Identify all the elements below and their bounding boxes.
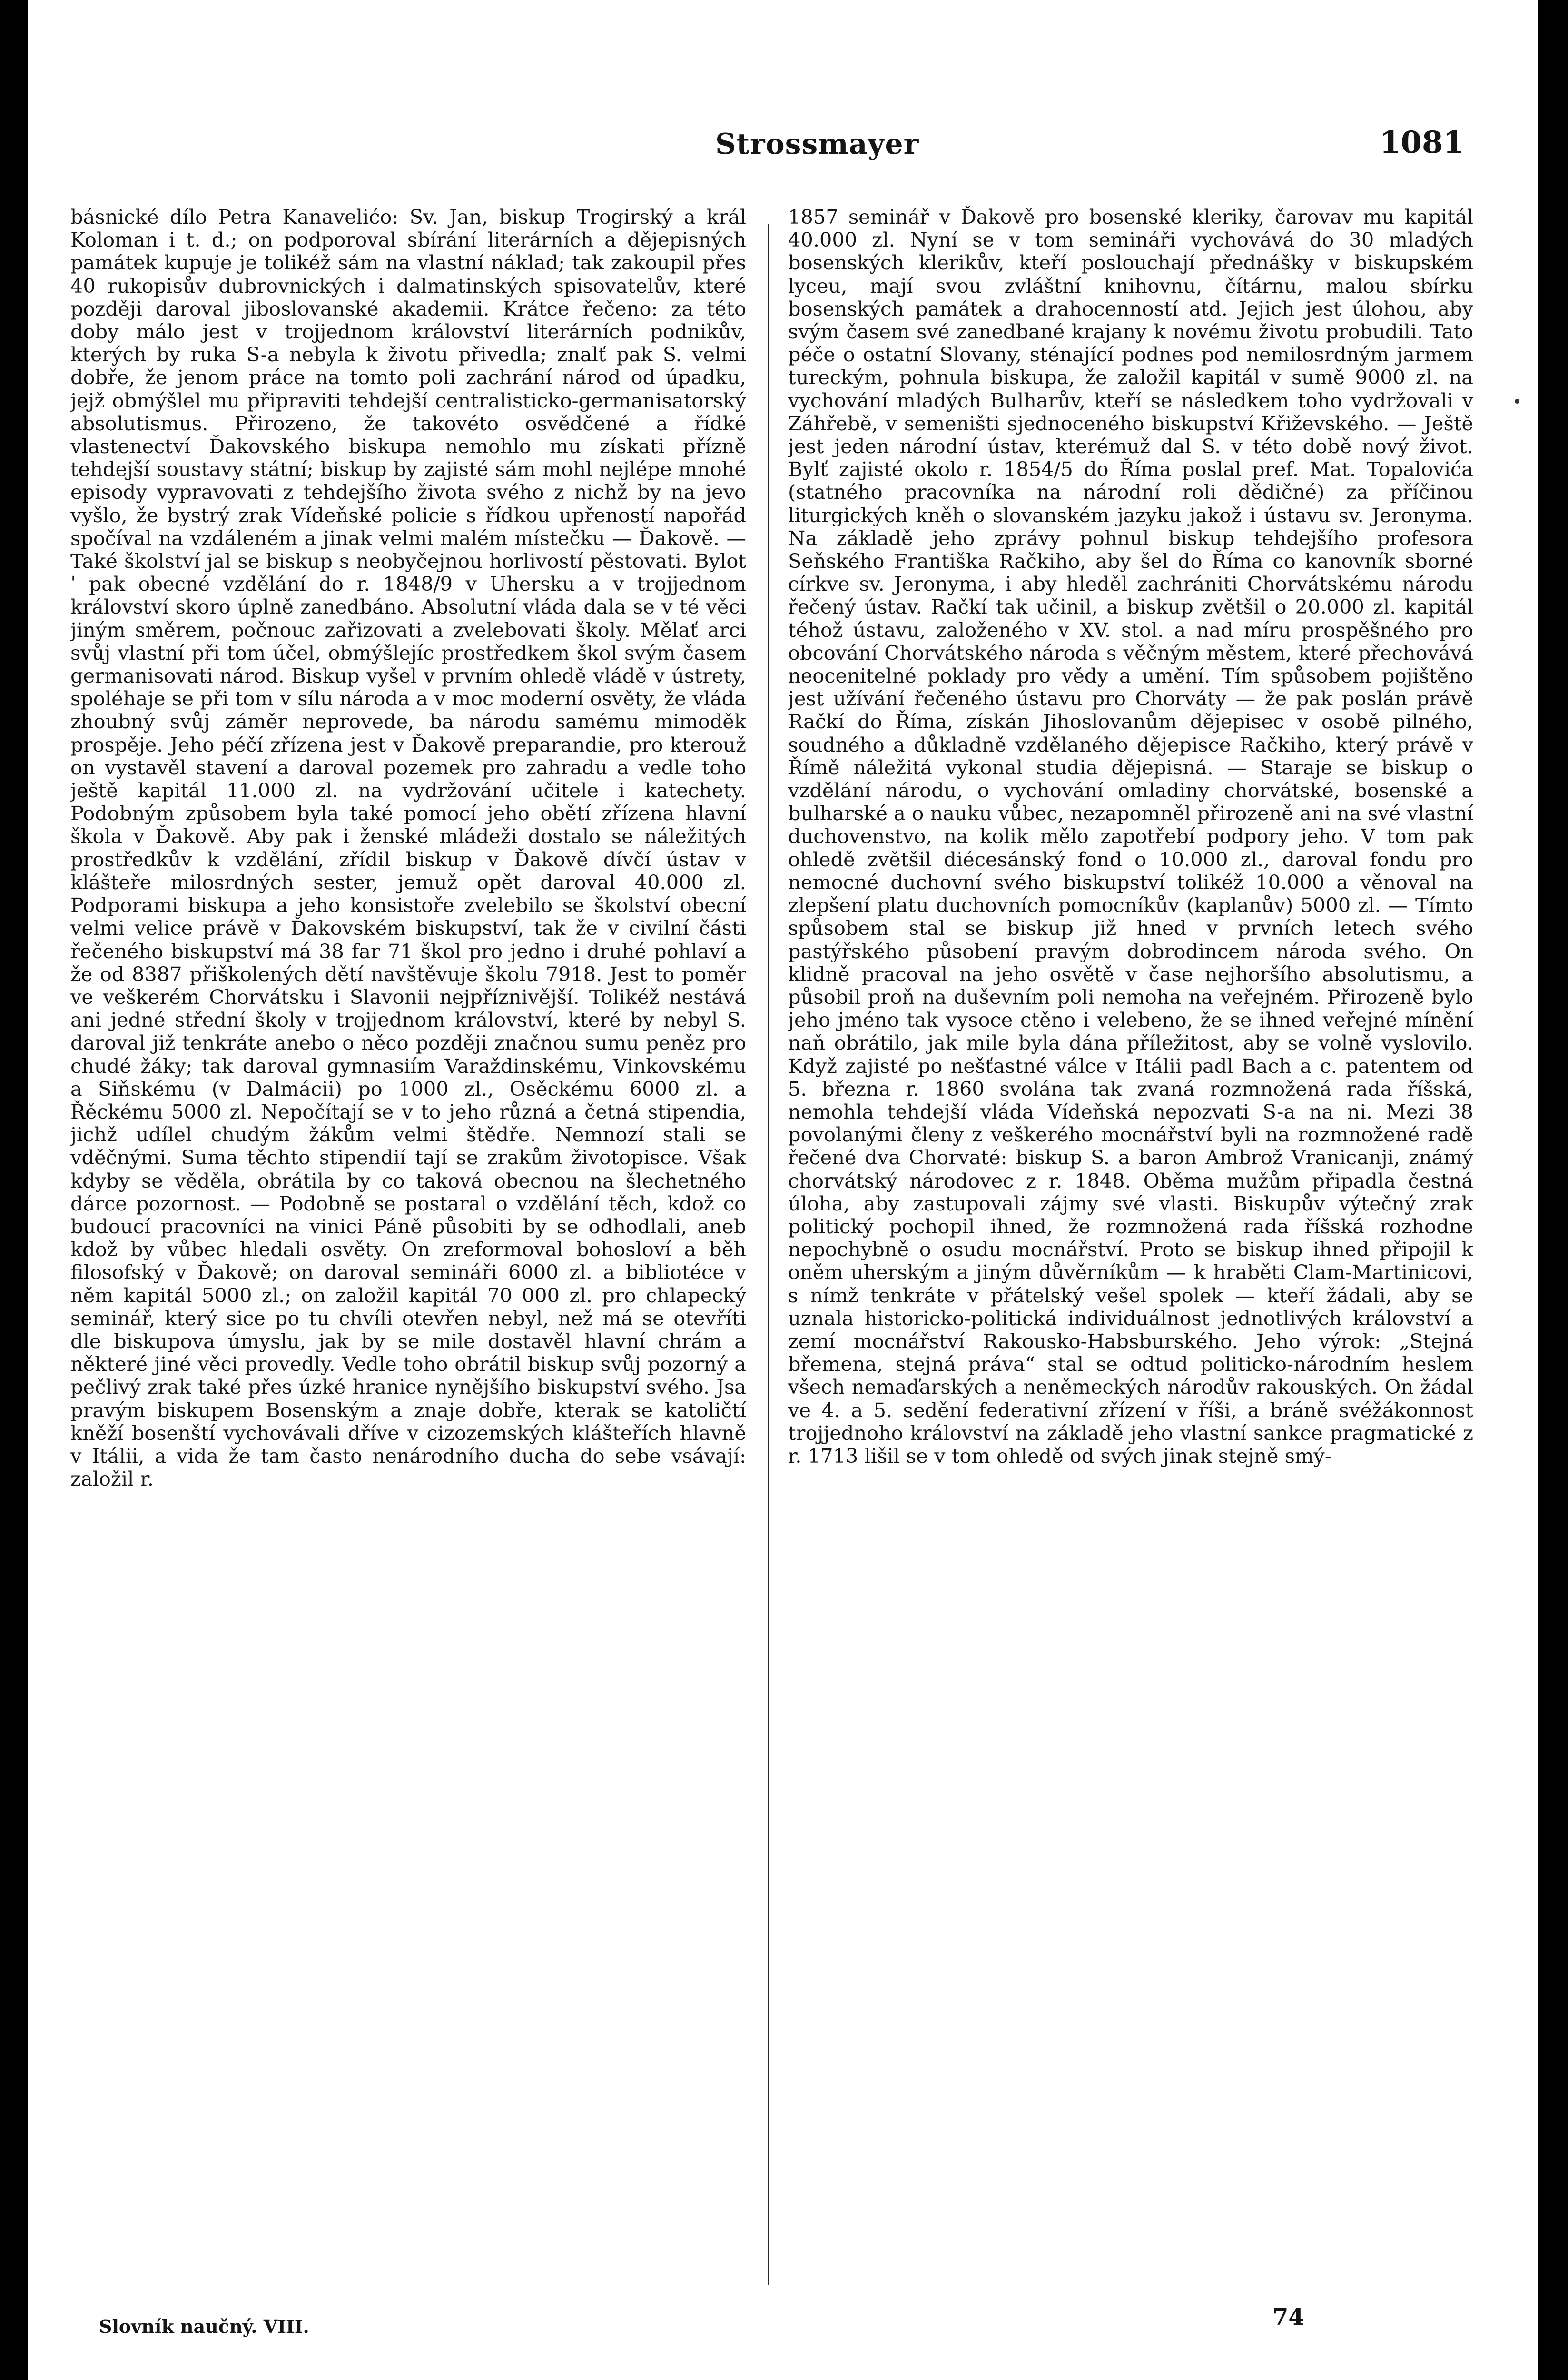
page-number: 1081 (1379, 125, 1464, 160)
right-column-text: 1857 seminář v Ďakově pro bosenské kleriky, čarovav mu kapitál 40.000 zl. Nyní se v tom semináři vychovává do 30 mladých bosenských klerikův, kteří poslouchají přednášky v biskupském lyceu, mají svou zvláštní knihovnu, čítárnu, malou sbírku bosenských památek a drahocenností atd. Jejich jest úlohou, aby svým časem své zanedbané krajany k novému životu probudili. Tato péče o ostatní Slovany, sténající podnes pod nemilosrdným jarmem tureckým, pohnula biskupa, že založil kapitál v sumě 9000 zl. na vychování mladých Bulharův, kteří se následkem toho vydržovali v Záhřebě, v semeništi sjednoceného biskupství Křiževského. — Ještě jest jeden národní ústav, kterémuž dal S. v této době nový život. Bylť zajisté okolo r. 1854/5 do Říma poslal pref. Mat. Topalovića (statného pracovníka na národní roli dědičné) za příčinou liturgických kněh o slovanském jazyku jakož i ústavu sv. Jeronyma. Na základě jeho zprávy pohnul biskup tehdejšího profesora Seňského Františka Račkiho, aby šel do Říma co kanovník sborné církve sv. Jeronyma, i aby hleděl zachrániti Chorvátskému národu řečený ústav. Račkí tak učinil, a biskup zvětšil o 20.000 zl. kapitál téhož ústavu, založeného v XV. stol. a nad míru prospěšného pro obcování Chorvátského národa s věčným městem, které přechovává neocenitelné poklady pro vědy a umění. Tím spůsobem pojištěno jest užívání řečeného ústavu pro Chorváty — že pak poslán právě Račkí do Říma, získán Jihoslovanům dějepisec v osobě pilného, soudného a důkladně vzdělaného dějepisce Račkiho, který právě v Římě náležitá vykonal studia dějepisná. — Staraje se biskup o vzdělání národu, o vychování omladiny chorvátské, bosenské a bulharské a o nauku vůbec, nezapomněl přirozeně ani na své vlastní duchovenstvo, na kolik mělo zapotřebí podpory jeho. V tom pak ohledě zvětšil diécesánský fond o 10.000 zl., daroval fondu pro nemocné duchovní svého biskupství tolikéž 10.000 a věnoval na zlepšení platu duchovních pomocníkův (kaplanův) 5000 zl. — Tímto spůsobem stal se biskup již hned v prvních letech svého pastýřského působení pravým dobrodincem národa svého. On klidně pracoval na jeho osvětě v čase nejhoršího absolutismu, a působil proň na duševním poli nemoha na veřejném. Přirozeně bylo jeho jméno tak vysoce ctěno i velebeno, že se ihned veřejné mínění naň obrátilo, jak mile byla dána příležitost, aby se volně vyslovilo. Když zajisté po nešťastné válce v Itálii padl Bach a c. patentem od 5. března r. 1860 svolána tak zvaná rozmnožená rada říšská, nemohla tehdejší vláda Vídeňská nepozvati S-a na ni. Mezi 38 povolanými členy z veškerého mocnářství byli na rozmnožené radě řečené dva Chorvaté: biskup S. a baron Ambrož Vranicanji, známý chorvátský národovec z r. 1848. Oběma mužům připadla čestná úloha, aby zastupovali zájmy své vlasti. Biskupův výtečný zrak politický pochopil ihned, že rozmnožená rada říšská rozhodne nepochybně o osudu mocnářství. Proto se biskup ihned připojil k oněm uherským a jiným důvěrníkům — k hraběti Clam-Martinicovi, s nímž tenkráte v přátelský vešel spolek — kteří žádali, aby se uznala historicko-politická individuálnost jednotlivých království a zemí mocnářství Rakousko-Habsburského. Jeho výrok: „Stejná břemena, stejná práva“ stal se odtud politicko-národním heslem všech nemaďarských a neněmeckých národův rakouských. On žádal ve 4. a 5. sedění federativní zřízení v říši, a bráně svéžákonnost trojjednoho království na základě jeho vlastní sankce pragmatické z r. 1713 lišil se v tom ohledě od svých jinak stejně smý- (788, 206, 1473, 1468)
footer-signature: Slovník naučný. VIII. (99, 2316, 309, 2337)
left-column-text: básnické dílo Petra Kanavelićo: Sv. Jan, biskup Trogirský a král Koloman i t. d.; on podporoval sbírání literárních a dějepisných památek kupuje je tolikéž sám na vlastní náklad; tak zakoupil přes 40 rukopisův dubrovnických i dalmatinských spisovatelův, které později daroval jiboslovanské akademii. Krátce řečeno: za této doby málo jest v trojjednom království literárních podnikův, kterých by ruka S-a nebyla k životu přivedla; znalť pak S. velmi dobře, že jenom práce na tomto poli zachrání národ od úpadku, jejž obmýšlel mu připraviti tehdejší centralisticko-germanisatorský absolutismus. Přirozeno, že takovéto osvědčené a řídké vlastenectví Ďakovského biskupa nemohlo mu získati přízně tehdejší soustavy státní; biskup by zajisté sám mohl nejlépe mnohé episody vypravovati z tehdejšího života svého z nichž by na jevo vyšlo, že bystrý zrak Vídeňské policie s řídkou upřeností napořád spočíval na vzdáleném a jinak velmi malém místečku — Ďakově. — Také školství jal se biskup s neobyčejnou horlivostí pěstovati. Bylotˈ pak obecné vzdělání do r. 1848/9 v Uhersku a v trojjednom království skoro úplně zanedbáno. Absolutní vláda dala se v té věci jiným směrem, počnouc zařizovati a zvelebovati školy. Mělať arci svůj vlastní při tom účel, obmýšlejíc prostředkem škol svým časem germanisovati národ. Biskup vyšel v prvním ohledě vládě v ústrety, spoléhaje se při tom v sílu národa a v moc moderní osvěty, že vláda zhoubný svůj záměr neprovede, ba národu samému mimoděk prospěje. Jeho péčí zřízena jest v Ďakově preparandie, pro kterouž on vystavěl stavení a daroval pozemek pro zahradu a vedle toho ještě kapitál 11.000 zl. na vydržování učitele i katechety. Podobným způsobem byla také pomocí jeho obětí zřízena hlavní škola v Ďakově. Aby pak i ženské mládeži dostalo se náležitých prostředkův k vzdělání, zřídil biskup v Ďakově dívčí ústav v klášteře milosrdných sester, jemuž opět daroval 40.000 zl. Podporami biskupa a jeho konsistoře zvelebilo se školství obecní velmi velice právě v Ďakovském biskupství, tak že v civilní části řečeného biskupství má 38 far 71 škol pro jedno i druhé pohlaví a že od 8387 přiškolených dětí navštěvuje školu 7918. Jest to poměr ve veškerém Chorvátsku i Slavonii nejpříznivější. Tolikéž nestává ani jedné střední školy v trojjednom království, které by nebyl S. daroval již tenkráte anebo o něco později značnou sumu peněz pro chudé žáky; tak daroval gymnasiím Varaždinskému, Vinkovskému a Siňskému (v Dalmácii) po 1000 zl., Osěckému 6000 zl. a Řěckému 5000 zl. Nepočítají se v to jeho různá a četná stipendia, jichž udílel chudým žákům velmi štědře. Nemnozí stali se vděčnými. Suma těchto stipendií tají se zrakům životopisce. Však kdyby se věděla, obrátila by co taková obecnou na šlechetného dárce pozornost. — Podobně se postaral o vzdělání těch, kdož co budoucí pracovníci na vinici Páně působiti by se odhodlali, aneb kdož by vůbec hledali osvěty. On zreformoval bohosloví a běh filosofský v Ďakově; on daroval semináři 6000 zl. a bibliotéce v něm kapitál 5000 zl.; on založil kapitál 70 000 zl. pro chlapecký seminář, který sice po tu chvíli otevřen nebyl, než má se otevříti dle biskupova úmyslu, jak by se mile dostavěl hlavní chrám a některé jiné věci provedly. Vedle toho obrátil biskup svůj pozorný a pečlivý zrak také přes úzké hranice nynějšího biskupství svého. Jsa pravým biskupem Bosenským a znaje dobře, kterak se katoličtí kněží bosenští vychovávali dříve v cizozemských klášteřích hlavně v Itálii, a vida že tam často nenárodního ducha do sebe vsávají: založil r. (70, 206, 746, 1491)
left-column (70, 206, 746, 2291)
margin-speck (1515, 399, 1519, 404)
column-divider (768, 224, 769, 2285)
running-head: Strossmayer (715, 128, 919, 161)
right-column (788, 206, 1473, 2291)
sheet-number: 74 (1272, 2304, 1304, 2330)
page (28, 0, 1538, 2380)
